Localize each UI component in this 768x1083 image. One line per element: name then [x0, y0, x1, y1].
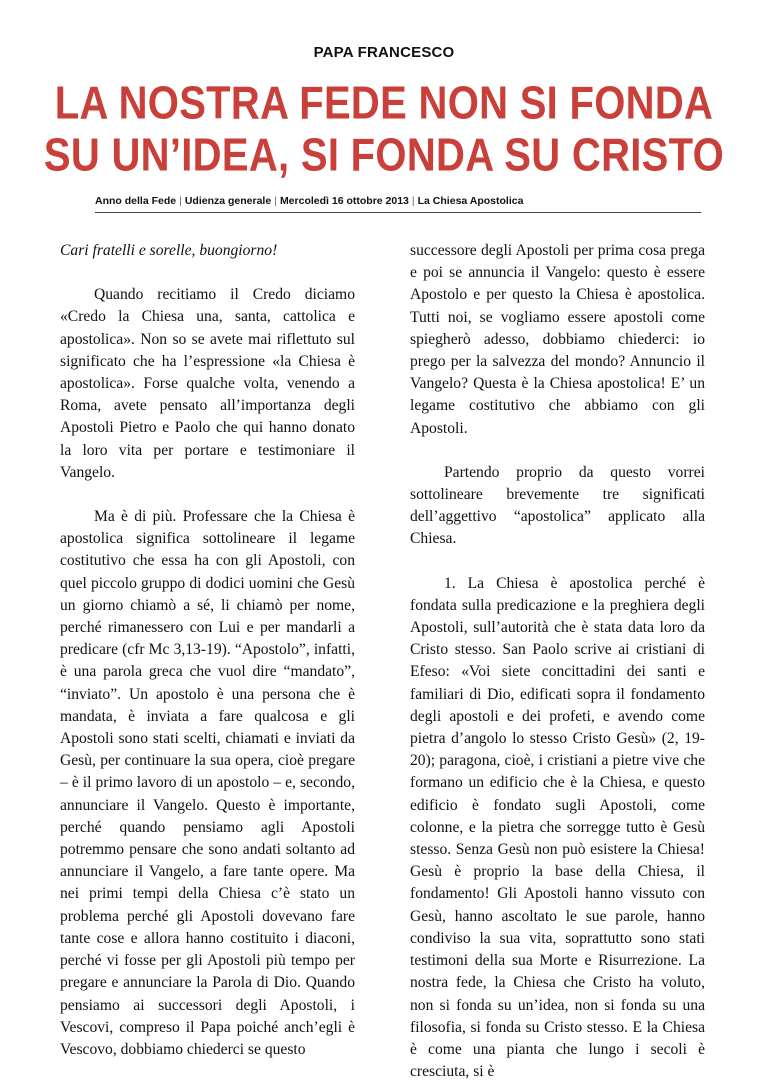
- paragraph: Partendo proprio da questo vorrei sottolineare brevemente tre significati dell’aggettivo “apostolica” applicato alla Chiesa.: [410, 463, 705, 548]
- meta-separator: |: [274, 195, 277, 207]
- meta-date: Mercoledì 16 ottobre 2013: [279, 195, 409, 207]
- paragraph: Quando recitiamo il Credo diciamo «Credo la Chiesa una, santa, cattolica e apostolica». Non so se avete mai riflettuto sul significato che ha l’espressione «la Chiesa è apostolica». Forse qualche volta, venendo a Roma, avete pensato all’importanza degli Apostoli Pietro e Paolo che qui hanno donato la loro vita per portare e testimoniare il Vangelo.: [60, 286, 355, 481]
- paragraph: 1. La Chiesa è apostolica perché è fondata sulla predicazione e la preghiera degli Apostoli, sull’autorità che è stata data loro da Cristo stesso. San Paolo scrive ai cristiani di Efeso: «Voi siete concittadini dei santi e familiari di Dio, edificati sopra il fondamento degli apostoli e dei profeti, e avendo come pietra d’angolo lo stesso Cristo Gesù» (2, 19-20); paragona, cioè, i cristiani a pietre vive che formano un edificio che è la Chiesa, e questo edificio è fondato sugli Apostoli, come colonne, e la pietra che sorregge tutto è Gesù stesso. Senza Gesù non può esistere la Chiesa! Gesù è proprio la base della Chiesa, il fondamento! Gli Apostoli hanno vissuto con Gesù, hanno ascoltato le sue parole, hanno condiviso la sua vita, soprattutto sono stati testimoni della sua Morte e Risurrezione. La nostra fede, la Chiesa che Cristo ha voluto, non si fonda su un’idea, non si fonda su una filosofia, si fonda su Cristo stesso. E la Chiesa è come una pianta che lungo i secoli è cresciuta, si è: [410, 574, 705, 1081]
- paragraph: Ma è di più. Professare che la Chiesa è apostolica significa sottolineare il legame costitutivo che essa ha con gli Apostoli, con quel piccolo gruppo di dodici uomini che Gesù un giorno chiamò a sé, li chiamò per nome, perché rimanessero con Lui e per mandarli a predicare (cfr Mc 3,13-19). “Apostolo”, infatti, è una parola greca che vuol dire “mandato”, “inviato”. Un apostolo è una persona che è mandata, è inviata a fare qualcosa e gli Apostoli sono stati scelti, chiamati e inviati da Gesù, per continuare la sua opera, cioè pregare – è il primo lavoro di un apostolo – e, secondo, annunciare il Vangelo. Questo è importante, perché quando pensiamo agli Apostoli potremmo pensare che sono andati soltanto ad annunciare il Vangelo, a fare tante opere. Ma nei primi tempi della Chiesa c’è stato un problema perché gli Apostoli dovevano fare tante cose e allora hanno costituito i diaconi, perché vi fosse per gli Apostoli più tempo per pregare e annunciare la Parola di Dio. Quando pensiamo ai successori degli Apostoli, i Vescovi, compreso il Papa poiché anch’egli è Vescovo, dobbiamo chiederci se questo: [60, 508, 355, 1058]
- meta-separator: |: [179, 195, 182, 207]
- meta-line: [95, 195, 701, 211]
- header-rule: [95, 212, 701, 213]
- meta-topic: La Chiesa Apostolica: [417, 195, 524, 207]
- left-column: [60, 240, 355, 1058]
- right-column: [410, 240, 705, 1081]
- meta-separator: |: [411, 195, 415, 207]
- headline-line-2: SU UN’IDEA, SI FONDA SU CRISTO: [43, 130, 725, 182]
- headline-line-1: LA NOSTRA FEDE NON SI FONDA: [54, 78, 714, 130]
- meta-year: Anno della Fede: [95, 195, 177, 207]
- meta-event: Udienza generale: [184, 195, 272, 207]
- paragraph: successore degli Apostoli per prima cosa prega e poi se annuncia il Vangelo: questo è essere Apostolo e per questo la Chiesa è apostolica. Tutti noi, se vogliamo essere apostoli come spiegherò adesso, dobbiamo chiederci: io prego per la salvezza del mondo? Annuncio il Vangelo? Questa è la Chiesa apostolica! E’ un legame costitutivo che abbiamo con gli Apostoli.: [410, 242, 705, 437]
- author-kicker: PAPA FRANCESCO: [313, 44, 455, 61]
- greeting: Cari fratelli e sorelle, buongiorno!: [60, 242, 278, 259]
